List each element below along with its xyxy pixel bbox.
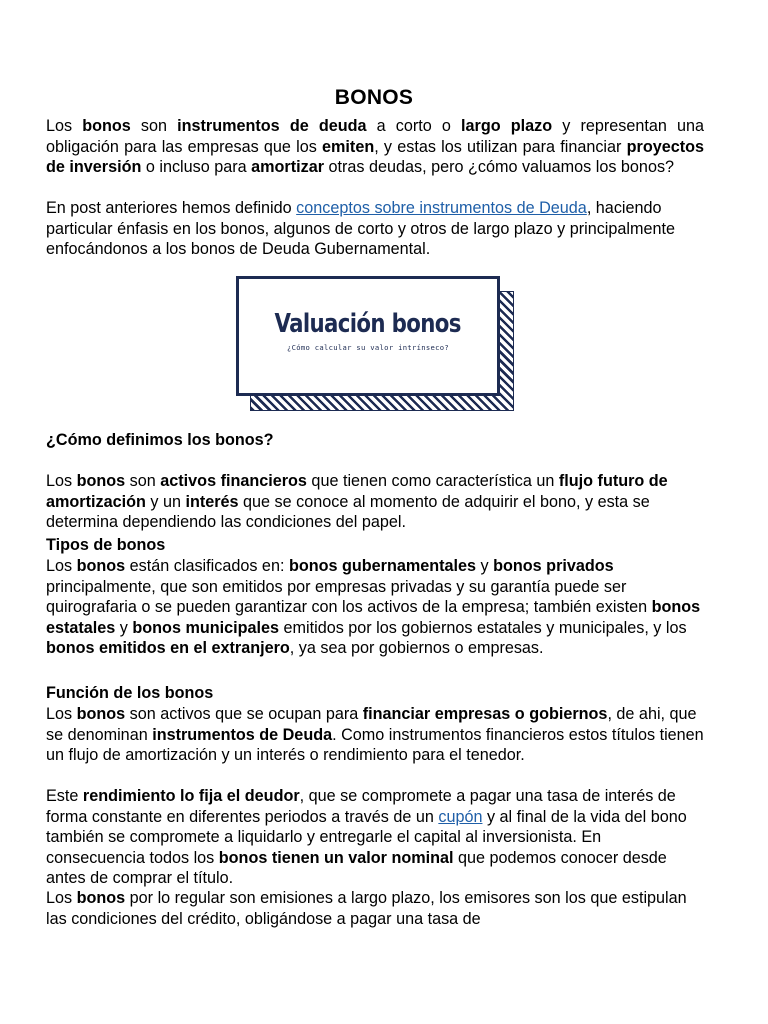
bold-term: interés [185,492,239,511]
bold-term: proyectos de inversión [46,137,705,177]
function-paragraph-2: Este rendimiento lo fija el deudor, que se compromete a pagar una tasa de interés de forma constante en diferentes periodos a través de un cupón y al final de la vida del bono también se compromete a liquidarlo y entregarle el capital al inversionista. En consecuencia todos los bonos tienen un valor nominal que podemos conocer desde antes de comprar el título. [46,787,687,888]
bold-term: rendimiento lo fija el deudor [82,787,300,805]
section-heading-definition: ¿Cómo definimos los bonos? [46,431,274,449]
bold-term: bonos municipales [132,618,280,637]
banner-card [236,276,500,396]
bold-term: instrumentos de Deuda [152,725,333,744]
page-title: BONOS [334,86,414,109]
banner-subtitle: ¿Cómo calcular su valor intrínseco? [287,343,449,352]
bold-term: bonos [76,472,126,490]
bold-term: bonos privados [493,557,614,575]
bold-term: bonos estatales [46,598,701,637]
banner-title: Valuación bonos [274,309,462,339]
bold-term: largo plazo [461,117,553,135]
types-paragraph: Los bonos están clasificados en: bonos gubernamentales y bonos privados principalmente, que son emitidos por empresas privadas y su garantía puede ser quirografaria o se pueden garantizar con los activos de la empresa; también existen bonos estatales y bonos municipales emitidos por los gobiernos estatales y municipales, y los bonos emitidos en el extranjero, ya sea por gobiernos o empresas. [46,557,701,658]
bold-term: bonos [76,889,126,907]
bold-term: bonos emitidos en el extranjero [46,639,290,658]
intro-paragraph: Los bonos son instrumentos de deuda a corto o largo plazo y representan una obligación para las empresas que los emiten, y estas los utilizan para financiar proyectos de inversión o incluso para amortizar otras deudas, pero ¿cómo valuamos los bonos? [46,117,705,177]
inline-link[interactable]: conceptos sobre instrumentos de Deuda [296,199,587,217]
function-paragraph-3: Los bonos por lo regular son emisiones a largo plazo, los emisores son los que estipulan las condiciones del crédito, obligándose a pagar una tasa de [46,889,687,928]
bold-term: instrumentos de deuda [177,117,367,135]
banner-image [236,276,516,412]
bold-term: bonos [82,117,131,135]
bold-term: flujo futuro de amortización [46,472,668,511]
bold-term: amortizar [251,158,325,177]
bold-term: bonos tienen un valor nominal [218,848,454,867]
bold-term: bonos [76,557,126,575]
section-heading-function: Función de los bonos [46,684,214,702]
definition-paragraph: Los bonos son activos financieros que tienen como característica un flujo futuro de amortización y un interés que se conoce al momento de adquirir el bono, y esta se determina dependiendo las condiciones del papel. [46,472,668,532]
bold-term: activos financieros [160,472,307,490]
function-paragraph-1: Los bonos son activos que se ocupan para financiar empresas o gobiernos, de ahi, que se denominan instrumentos de Deuda. Como instrumentos financieros estos títulos tienen un flujo de amortización y un interés o rendimiento para el tenedor. [46,705,704,765]
section-heading-types: Tipos de bonos [46,536,166,554]
bold-term: financiar empresas o gobiernos [362,705,608,723]
bold-term: bonos gubernamentales [288,557,477,575]
inline-link[interactable]: cupón [438,807,483,826]
intro-paragraph-2: En post anteriores hemos definido conceptos sobre instrumentos de Deuda, haciendo particular énfasis en los bonos, algunos de corto y otros de largo plazo y principalmente enfocándonos a los bonos de Deuda Gubernamental. [46,199,675,259]
bold-term: emiten [322,137,375,156]
bold-term: bonos [76,705,126,723]
